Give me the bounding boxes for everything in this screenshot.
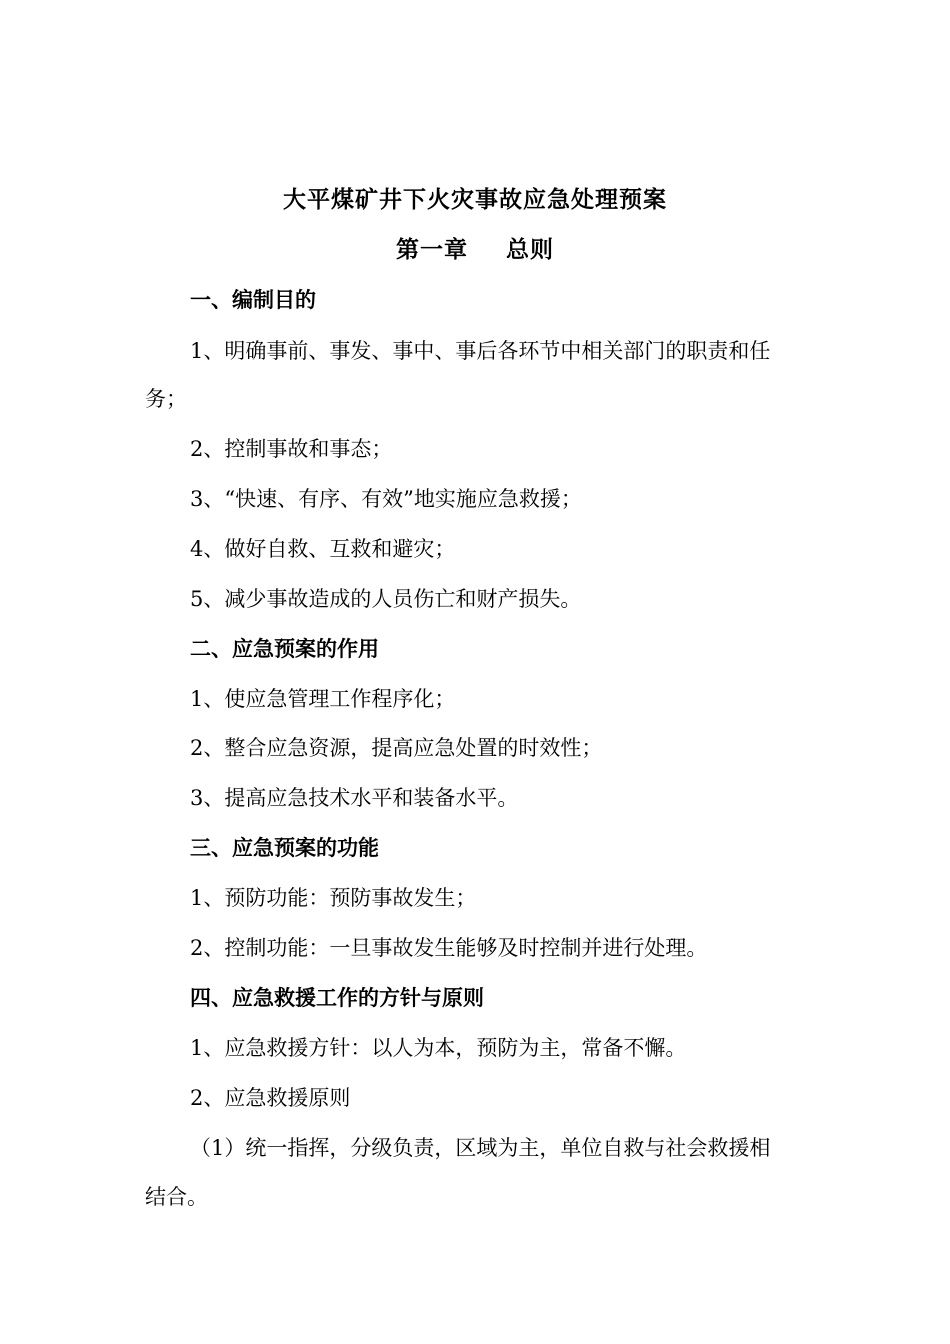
section-heading: 二、应急预案的作用 [190, 636, 379, 661]
list-item: 3、提高应急技术水平和装备水平。 [190, 786, 519, 810]
section-heading: 四、应急救援工作的方针与原则 [190, 985, 484, 1010]
list-item: 2、控制事故和事态； [190, 437, 393, 461]
list-item: 4、做好自救、互救和避灾； [190, 537, 456, 561]
list-item: 1、预防功能：预防事故发生； [190, 886, 477, 910]
list-item: 3、“快速、有序、有效”地实施应急救援； [190, 487, 582, 511]
list-item: （1）统一指挥，分级负责，区域为主，单位自救与社会救援相 [190, 1136, 771, 1160]
list-item: 1、使应急管理工作程序化； [190, 687, 456, 711]
list-item: 1、明确事前、事发、事中、事后各环节中相关部门的职责和任 [190, 339, 771, 363]
list-item: 5、减少事故造成的人员伤亡和财产损失。 [190, 587, 582, 611]
list-item: 2、整合应急资源，提高应急处置的时效性； [190, 736, 603, 760]
section-heading: 三、应急预案的功能 [190, 835, 379, 860]
section-heading: 一、编制目的 [190, 287, 316, 312]
chapter-heading [0, 235, 950, 265]
chapter-number: 第一章 [396, 236, 468, 263]
chapter-name: 总则 [506, 236, 554, 263]
document-title: 大平煤矿井下火灾事故应急处理预案 [283, 186, 667, 213]
list-item: 2、应急救援原则 [190, 1086, 351, 1110]
list-item: 结合。 [145, 1185, 208, 1209]
list-item: 2、控制功能：一旦事故发生能够及时控制并进行处理。 [190, 936, 708, 960]
list-item: 1、应急救援方针：以人为本，预防为主，常备不懈。 [190, 1036, 687, 1060]
list-item: 务； [145, 387, 187, 411]
